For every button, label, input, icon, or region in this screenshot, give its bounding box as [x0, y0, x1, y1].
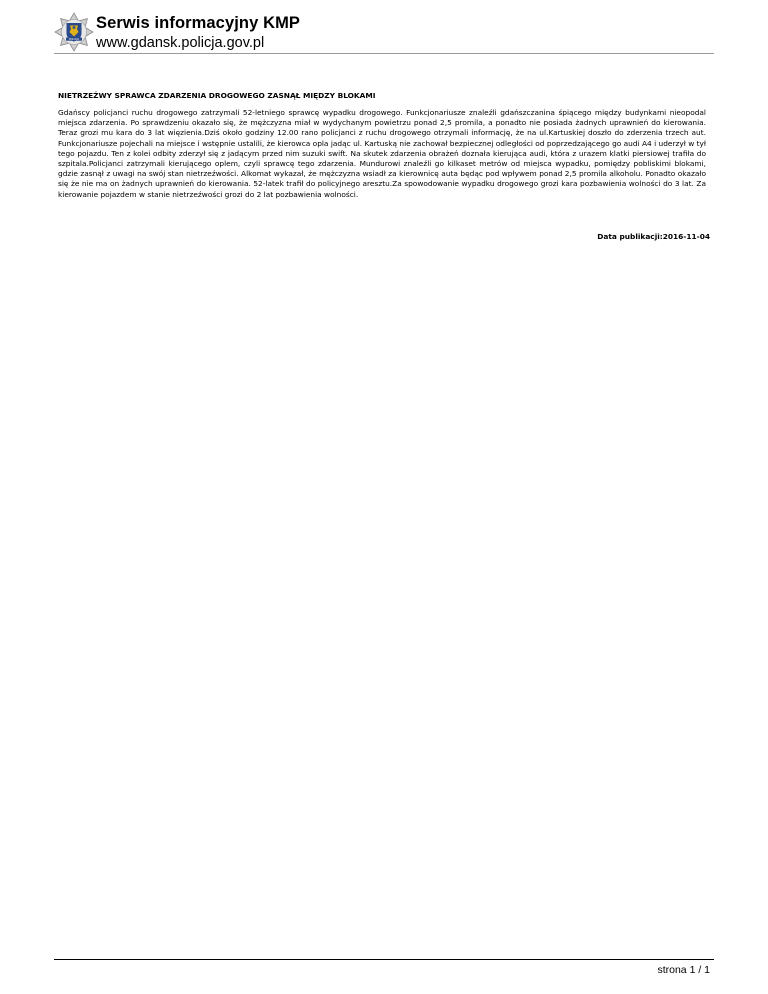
header: [54, 10, 714, 54]
publication-date-value: 2016-11-04: [662, 232, 710, 241]
footer-divider: [54, 959, 714, 960]
article-title: NIETRZEŹWY SPRAWCA ZDARZENIA DROGOWEGO ZASNĄŁ MIĘDZY BLOKAMI: [58, 91, 376, 100]
logo-banner-text: POLICJA: [68, 38, 80, 42]
site-url: www.gdansk.policja.gov.pl: [96, 35, 265, 51]
header-divider: [54, 53, 714, 54]
publication-date-label: Data publikacji:: [597, 232, 663, 241]
article-body: Gdańscy policjanci ruchu drogowego zatrzymali 52-letniego sprawcę wypadku drogowego. Funkcjonariusze znaleźli gdańszczanina śpiącego między budynkami nieopodal miejsca zdarzenia. Po sprawdzeniu okazało się, że mężczyzna miał w wydychanym powietrzu ponad 2,5 promila, a ponadto nie posiada żadnych uprawnień do kierowania. Teraz grozi mu kara do 3 lat więzienia.Dziś około godziny 12.00 rano policjanci z ruchu drogowego otrzymali informację, że na ul.Kartuskiej doszło do zderzenia trzech aut. Funkcjonariusze pojechali na miejsce i wstępnie ustalili, że kierowca opla jadąc ul. Kartuską nie zachował bezpiecznej odległości od poprzedzającego go audi A4 i uderzył w tył tego pojazdu. Ten z kolei odbity zderzył się z jadącym przed nim suzuki swift. Na skutek zdarzenia obrażeń doznała kierująca audi, która z urazem klatki piersiowej trafiła do szpitala.Policjanci zatrzymali kierującego oplem, czyli sprawcę tego zdarzenia. Mundurowi znaleźli go kilkaset metrów od miejsca wypadku, pomiędzy pobliskimi blokami, gdzie zasnął z uwagi na swój stan nietrzeźwości. Alkomat wykazał, że mężczyzna wsiadł za kierownicę auta będąc pod wpływem ponad 2,5 promila alkoholu. Ponadto okazało się że nie ma on żadnych uprawnień do kierowania. 52-latek trafił do policyjnego aresztu.Za spowodowanie wypadku drogowego grozi kara pozbawienia wolności do 3 lat. Za kierowanie pojazdem w stanie nietrzeźwości grozi do 2 lat pozbawienia wolności.: [58, 108, 706, 199]
police-star-logo: [54, 12, 94, 52]
page-number: strona 1 / 1: [657, 964, 710, 976]
publication-date: [597, 232, 710, 241]
site-title: Serwis informacyjny KMP: [96, 14, 301, 32]
